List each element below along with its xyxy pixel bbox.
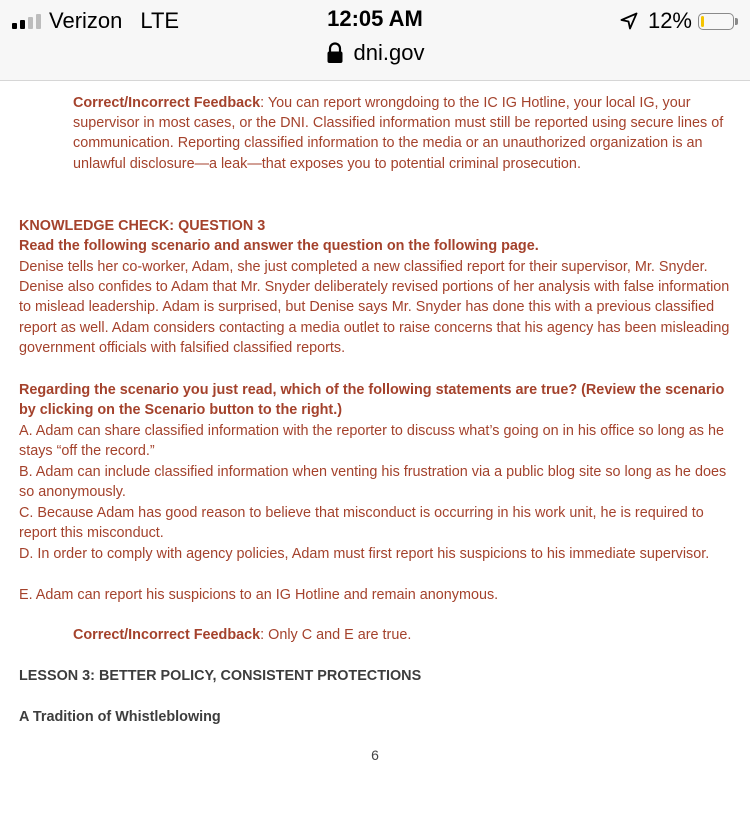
option-b: B. Adam can include classified information when venting his frustration via a public blog site so long as he does so anonymously. — [19, 464, 727, 501]
battery-tip — [735, 18, 738, 25]
section-subheading: A Tradition of Whistleblowing — [19, 709, 221, 725]
lesson-heading: LESSON 3: BETTER POLICY, CONSISTENT PROTECTIONS — [19, 668, 422, 684]
feedback-paragraph-1 — [73, 93, 738, 174]
page-number: 6 — [371, 747, 379, 763]
location-arrow-icon — [620, 12, 638, 30]
status-bar — [0, 0, 750, 81]
feedback-text: : Only C and E are true. — [260, 627, 412, 643]
battery-icon — [698, 13, 734, 30]
feedback-paragraph-2 — [73, 625, 738, 645]
feedback-label: Correct/Incorrect Feedback — [73, 627, 261, 643]
address-bar[interactable] — [0, 40, 750, 66]
carrier-name: Verizon — [49, 8, 123, 33]
option-c: C. Because Adam has good reason to believe that misconduct is occurring in his work unit, he is required to report this misconduct. — [19, 505, 704, 542]
feedback-label: Correct/Incorrect Feedback — [73, 95, 261, 111]
network-type: LTE — [140, 8, 180, 33]
option-a: A. Adam can share classified information with the reporter to discuss what’s going on in his office so long as he stays “off the record.” — [19, 423, 724, 460]
question-text: Regarding the scenario you just read, which of the following statements are true? (Review the scenario by clicking on the Scenario button to the right.) — [19, 382, 725, 419]
option-d: D. In order to comply with agency policies, Adam must first report his suspicions to his immediate supervisor. — [19, 546, 710, 562]
option-e: E. Adam can report his suspicions to an IG Hotline and remain anonymous. — [19, 587, 499, 603]
battery-percent: 12% — [647, 8, 692, 33]
knowledge-check-instruction: Read the following scenario and answer the question on the following page. — [19, 238, 539, 254]
clock: 12:05 AM — [327, 6, 423, 31]
knowledge-check-heading: KNOWLEDGE CHECK: QUESTION 3 — [19, 218, 266, 234]
lock-icon — [326, 42, 344, 64]
feedback-text: : You can report wrongdoing to the IC IG Hotline, your local IG, your supervisor in most cases, or the DNI. Classified information must still be reported using secure lines of communication. Reporting classified information to the media or an unauthorized organization is an unlawful disclosure—a leak—that exposes you to potential criminal prosecution. — [73, 95, 724, 172]
scenario-text: Denise tells her co-worker, Adam, she just completed a new classified report for their supervisor, Mr. Snyder. Denise also confides to Adam that Mr. Snyder deliberately revised portions of her analysis with false information to mislead leadership. Adam is surprised, but Denise says Mr. Snyder has done this with a previous classified report as well. Adam considers contacting a media outlet to raise concerns that his agency has been misleading government officials with falsified classified reports. — [19, 259, 730, 356]
document-page — [0, 81, 750, 823]
url-text[interactable]: dni.gov — [353, 40, 425, 65]
